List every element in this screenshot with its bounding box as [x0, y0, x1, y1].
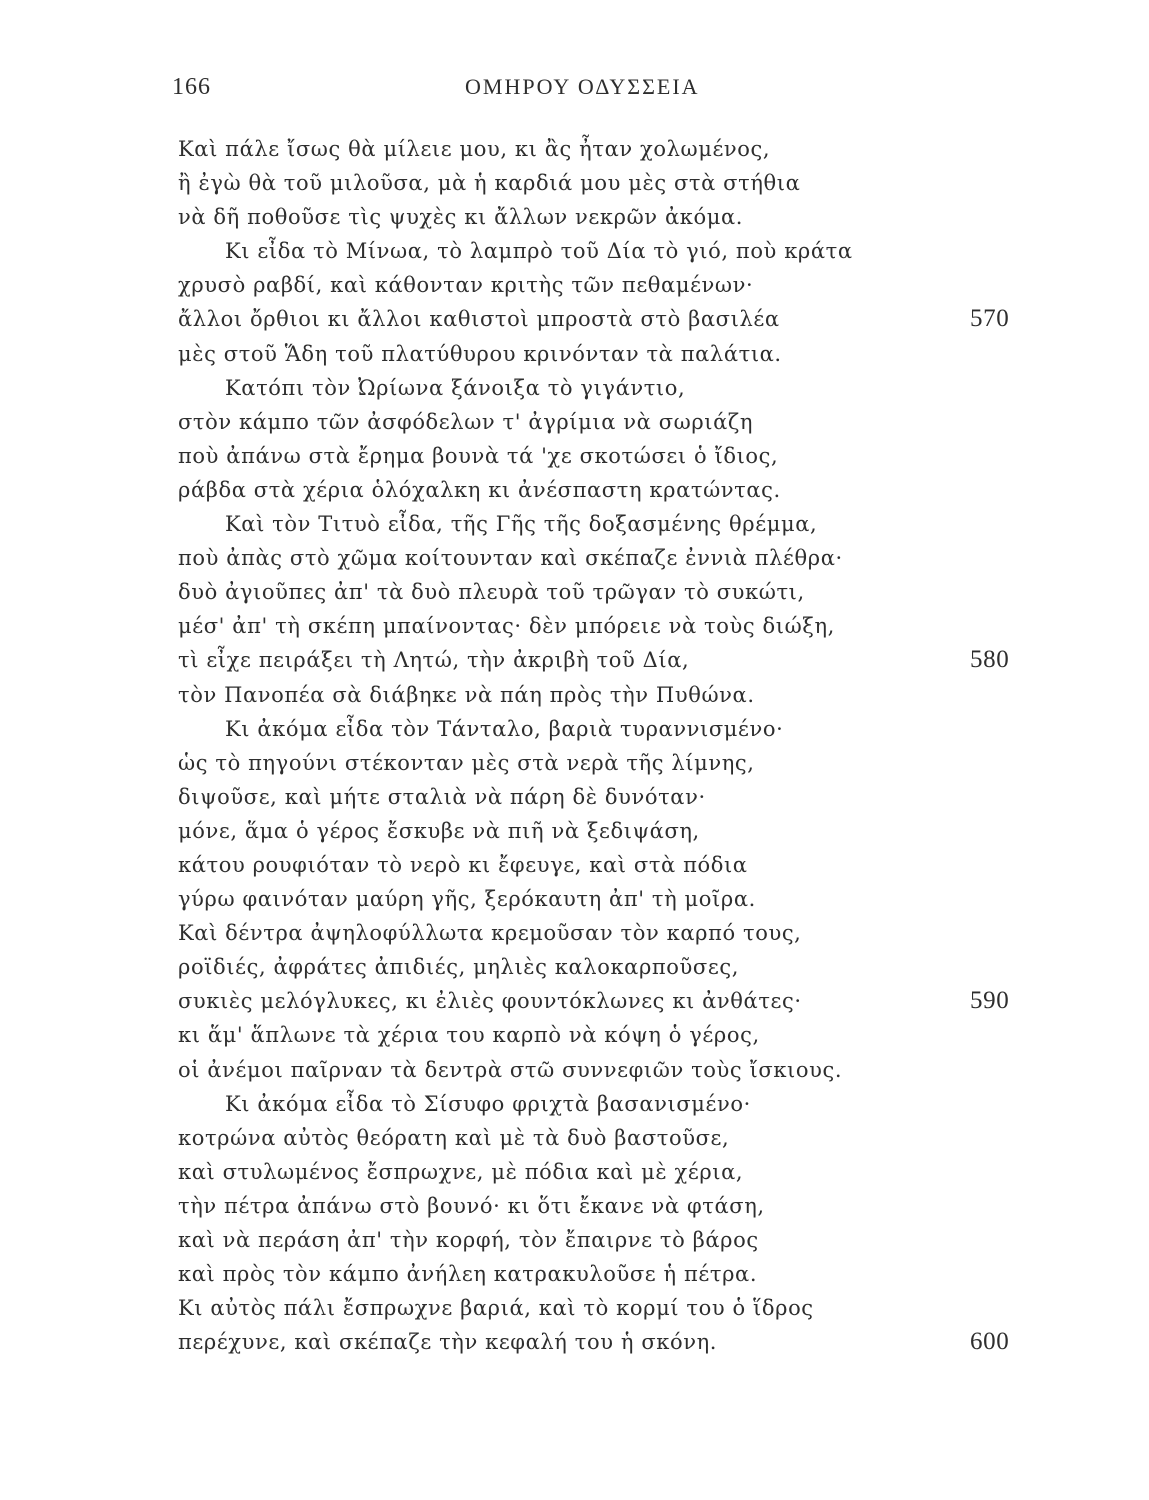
verse-line — [0, 405, 1149, 439]
verse-line — [0, 166, 1149, 200]
verse-line-text: Κι εἶδα τὸ Μίνωα, τὸ λαμπρὸ τοῦ Δία τὸ γιό, ποὺ κράτα — [225, 239, 853, 264]
verse-line-text: Κι αὐτὸς πάλι ἔσπρωχνε βαριά, καὶ τὸ κορμί του ὁ ἵδρος — [178, 1296, 814, 1321]
page-number: 166 — [172, 74, 211, 100]
verse-line — [0, 473, 1149, 507]
page-header — [0, 72, 1149, 106]
verse-line-text: κι ἅμ' ἅπλωνε τὰ χέρια του καρπὸ νὰ κόψη ὁ γέρος, — [178, 1023, 760, 1048]
verse-line-text: μὲς στοῦ Ἅδη τοῦ πλατύθυρου κρινόνταν τὰ παλάτια. — [178, 341, 782, 366]
verse-line-text: Κι ἀκόμα εἶδα τὸ Σίσυφο φριχτὰ βασανισμένο· — [225, 1091, 751, 1116]
verse-line-text: τὶ εἶχε πειράξει τὴ Λητώ, τὴν ἀκριβὴ τοῦ Δία, — [178, 648, 690, 673]
verse-line-text: στὸν κάμπο τῶν ἀσφόδελων τ' ἀγρίμια νὰ σωριάζη — [178, 409, 754, 434]
verse-line-text: καὶ νὰ περάση ἀπ' τὴν κορφή, τὸν ἔπαιρνε τὸ βάρος — [178, 1228, 759, 1252]
verse-line — [0, 268, 1149, 302]
verse-line-text: ἄλλοι ὄρθιοι κι ἄλλοι καθιστοὶ μπροστὰ στὸ βασιλέα — [178, 307, 780, 332]
verse-line-text: καὶ πρὸς τὸν κάμπο ἀνήλεη κατρακυλοῦσε ἡ πέτρα. — [178, 1262, 758, 1287]
verse-line — [0, 541, 1149, 575]
verse-line — [0, 1291, 1149, 1325]
verse-line — [0, 950, 1149, 984]
verse-line-text: καὶ στυλωμένος ἔσπρωχνε, μὲ πόδια καὶ μὲ χέρια, — [178, 1159, 744, 1184]
verse-line-text: ράβδα στὰ χέρια ὁλόχαλκη κι ἀνέσπαστη κρατώντας. — [178, 477, 781, 502]
running-title: ΟΜΗΡΟΥ ΟΔΥΣΣΕΙΑ — [465, 74, 700, 99]
verse-line-text: τὸν Πανοπέα σὰ διάβηκε νὰ πάη πρὸς τὴν Πυθώνα. — [178, 682, 755, 707]
verse-line-text: Καὶ τὸν Τιτυὸ εἶδα, τῆς Γῆς τῆς δοξασμένης θρέμμα, — [225, 512, 818, 537]
verse-line — [0, 1053, 1149, 1087]
verse-line-text: οἱ ἀνέμοι παῖρναν τὰ δεντρὰ στῶ συννεφιῶν τοὺς ἴσκιους. — [178, 1057, 843, 1082]
line-number: 590 — [970, 987, 1010, 1015]
verse-line-text: ὡς τὸ πηγούνι στέκονταν μὲς στὰ νερὰ τῆς λίμνης, — [178, 750, 755, 775]
verse-line — [0, 609, 1149, 643]
verse-line-text: νὰ δῆ ποθοῦσε τὶς ψυχὲς κι ἄλλων νεκρῶν ἀκόμα. — [178, 205, 743, 230]
verse-line-text: κάτου ρουφιόταν τὸ νερὸ κι ἔφευγε, καὶ στὰ πόδια — [178, 852, 748, 877]
verse-line-text: μέσ' ἀπ' τὴ σκέπη μπαίνοντας· δὲν μπόρειε νὰ τοὺς διώξη, — [178, 614, 835, 639]
verse-line-text: χρυσὸ ραβδί, καὶ κάθονταν κριτὴς τῶν πεθαμένων· — [178, 273, 754, 298]
verse-line — [0, 814, 1149, 848]
verse-line-text: ποὺ ἀπάνω στὰ ἔρημα βουνὰ τά 'χε σκοτώσει ὁ ἴδιος, — [178, 443, 779, 468]
verse-block — [0, 132, 1149, 1359]
verse-line — [0, 678, 1149, 712]
verse-line — [0, 371, 1149, 405]
verse-line-text: δυὸ ἀγιοῦπες ἀπ' τὰ δυὸ πλευρὰ τοῦ τρῶγαν τὸ συκώτι, — [178, 580, 805, 605]
verse-line-text: κοτρώνα αὐτὸς θεόρατη καὶ μὲ τὰ δυὸ βαστοῦσε, — [178, 1125, 730, 1150]
verse-line-text: συκιὲς μελόγλυκες, κι ἐλιὲς φουντόκλωνες κι ἀνθάτες· — [178, 989, 802, 1014]
verse-line — [0, 234, 1149, 268]
line-number: 570 — [970, 305, 1010, 333]
verse-line — [0, 1018, 1149, 1052]
verse-line — [0, 984, 1149, 1018]
verse-line-text: Κατόπι τὸν Ὠρίωνα ξάνοιξα τὸ γιγάντιο, — [225, 375, 686, 400]
verse-line — [0, 302, 1149, 336]
verse-line — [0, 1325, 1149, 1359]
verse-line — [0, 132, 1149, 166]
verse-line — [0, 1121, 1149, 1155]
verse-line — [0, 439, 1149, 473]
verse-line — [0, 780, 1149, 814]
verse-line-text: ποὺ ἀπὰς στὸ χῶμα κοίτουνταν καὶ σκέπαζε ἐννιὰ πλέθρα· — [178, 546, 843, 571]
line-number: 580 — [970, 646, 1010, 674]
verse-line — [0, 848, 1149, 882]
verse-line — [0, 712, 1149, 746]
verse-line — [0, 200, 1149, 234]
verse-line-text: γύρω φαινόταν μαύρη γῆς, ξερόκαυτη ἀπ' τὴ μοῖρα. — [178, 887, 756, 912]
verse-line-text: Κι ἀκόμα εἶδα τὸν Τάνταλο, βαριὰ τυραννισμένο· — [225, 716, 784, 741]
verse-line — [0, 575, 1149, 609]
verse-line — [0, 1223, 1149, 1257]
verse-line-text: ἢ ἐγὼ θὰ τοῦ μιλοῦσα, μὰ ἡ καρδιά μου μὲς στὰ στήθια — [178, 171, 801, 196]
verse-line — [0, 507, 1149, 541]
verse-line-text: Καὶ δέντρα ἀψηλοφύλλωτα κρεμοῦσαν τὸν καρπό τους, — [178, 921, 802, 946]
verse-line-text: ροϊδιές, ἀφράτες ἀπιδιές, μηλιὲς καλοκαρποῦσες, — [178, 955, 739, 980]
verse-line — [0, 916, 1149, 950]
line-number: 600 — [970, 1328, 1010, 1356]
verse-line-text: διψοῦσε, καὶ μήτε σταλιὰ νὰ πάρη δὲ δυνόταν· — [178, 784, 706, 809]
verse-line — [0, 882, 1149, 916]
verse-line — [0, 1189, 1149, 1223]
verse-line-text: Καὶ πάλε ἴσως θὰ μίλειε μου, κι ἂς ἦταν χολωμένος, — [178, 137, 771, 161]
verse-line-text: τὴν πέτρα ἀπάνω στὸ βουνό· κι ὅτι ἔκανε νὰ φτάση, — [178, 1193, 765, 1218]
verse-line-text: μόνε, ἅμα ὁ γέρος ἔσκυβε νὰ πιῆ νὰ ξεδιψάση, — [178, 818, 700, 843]
verse-line-text: περέχυνε, καὶ σκέπαζε τὴν κεφαλή του ἡ σκόνη. — [178, 1330, 718, 1355]
verse-line — [0, 1257, 1149, 1291]
verse-line — [0, 746, 1149, 780]
verse-line — [0, 1087, 1149, 1121]
verse-line — [0, 643, 1149, 677]
verse-line — [0, 337, 1149, 371]
verse-line — [0, 1155, 1149, 1189]
